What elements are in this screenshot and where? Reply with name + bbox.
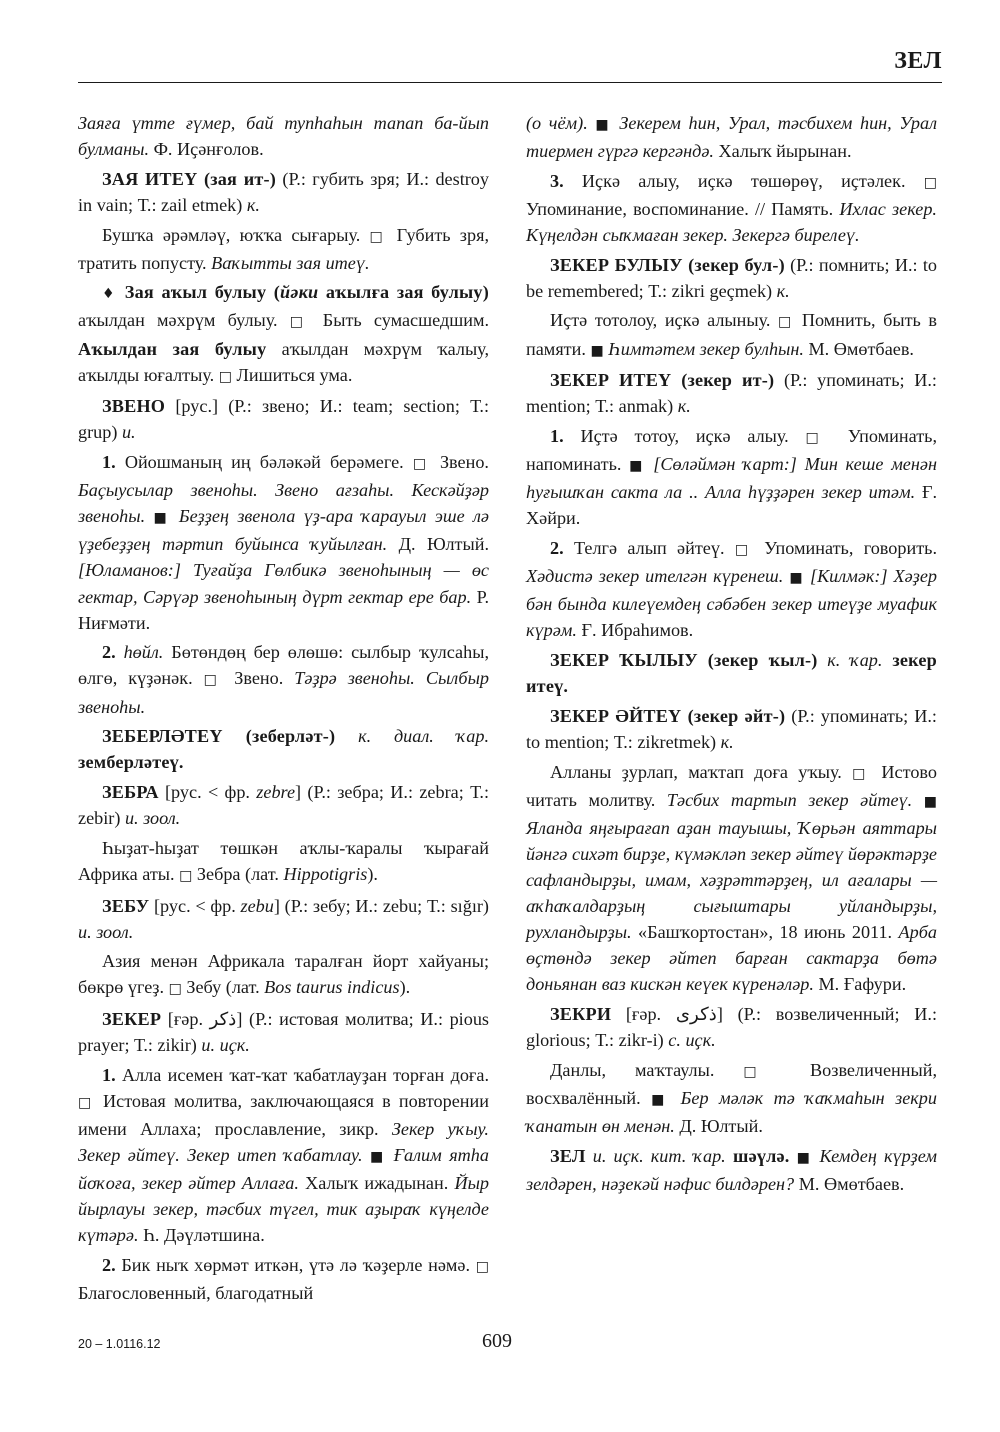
entry-zekri: ЗЕКРИ [ғәр. ذكرى] (Р.: возвеличенный; И.: glorious; Т.: zikr-i) с. иҫк. <box>526 1003 937 1051</box>
left-column <box>78 110 489 1310</box>
sense-1: 1. Ойошманың иң бәләкәй берәмеге. □ Звено. Баҫыусылар звеноһы. Звено ағзаһы. Кескәйҙәр звеноһы. ■ Беҙҙең звенола үҙ-ара ҡарауыл эше лә үҙебеҙҙең тәртип буйынса ҡуйылған. Д. Юлтый. [Юламанов:] Туғайҙа Гөлбикә звеноһының — өс гектар, Сәрүәр звеноһының дүрт гектар ере бар. Р. Ниғмәти. <box>78 452 489 633</box>
square-icon: □ <box>412 456 431 473</box>
entry-zeker: ЗЕКЕР [ғәр. ذكر] (Р.: истовая молитва; И.: pious prayer; Т.: zikir) и. иҫк. <box>78 1009 489 1056</box>
headword: ЗЕКЕР <box>102 1009 162 1030</box>
black-square-icon: ■ <box>595 117 612 133</box>
square-icon: □ <box>778 314 795 331</box>
headword: ЗЕКЕР ИТЕҮ (зекер ит-) <box>550 370 775 391</box>
black-square-icon: ■ <box>590 342 604 359</box>
entry-zaya-iteu: ЗАЯ ИТЕҮ (зая ит-) (Р.: губить зря; И.: destroy in vain; Т.: zail etmek) к. <box>78 168 489 215</box>
black-square-icon: ■ <box>629 458 646 475</box>
arabic-etymon: ذكر <box>209 1009 237 1030</box>
entry-zel: ЗЕЛ и. иҫк. кит. ҡар. шәүлә. ■ Кемдең күрҙем зелдәрен, нәҙекәй нәфис билдәрен? М. Өмөтбаев. <box>526 1145 938 1194</box>
headword: ЗЕБУ <box>102 895 150 916</box>
square-icon: □ <box>734 541 754 558</box>
diamond-icon: ♦ <box>102 286 118 303</box>
header-rule <box>78 82 942 83</box>
sense-1: 1. Алла исемен ҡат-ҡат ҡабатлауҙан торған доға. □ Истовая молитва, заключающаяся в повторении имени Аллаха; прославление, зикр. Зекер уҡыу. Зекер әйтеү. Зекер итеп ҡабатлау. ■ Ғалим ятһа йоҡоға, зекер әйтер Аллаға. Халыҡ ижадынан. Йыр йырлауы зекер, тәсбих түгел, тик аҙыраҡ күңелде күтәрә. Һ. Дәүләтшина. <box>78 1064 489 1246</box>
entry-zebra: ЗЕБРА [рус. < фр. zebre] (Р.: зебра; И.: zebra; Т.: zebir) и. зоол. <box>78 782 489 829</box>
square-icon: □ <box>743 1063 782 1080</box>
square-icon: □ <box>805 430 832 446</box>
square-icon: □ <box>289 314 311 331</box>
black-square-icon: ■ <box>153 510 171 527</box>
square-icon: □ <box>923 174 937 191</box>
square-icon: □ <box>168 981 182 998</box>
definition: Данлы, маҡтаулы. □ Возвеличенный, восхвалённый. ■ Бер мәләк тә ҡаҡмаһын зекри ҡанатын өн менән. Д. Юлтый. <box>526 1059 937 1136</box>
definition: Һыҙат-һыҙат төшкән аҡлы-ҡаралы ҡырағай Африка аты. □ Зебра (лат. Hippotigris). <box>78 837 489 884</box>
sense-2: 2. Бик ныҡ хөрмәт иткән, үтә лә ҡәҙерле нәмә. □ Благословенный, благодатный <box>78 1255 489 1304</box>
arabic-etymon: ذكرى <box>675 1003 717 1024</box>
headword: ЗАЯ ИТЕҮ (зая ит-) <box>102 168 277 189</box>
definition: Алланы ҙурлап, маҡтап доға уҡыу. □ Истово читать молитву. Тәсбих тартып зекер әйтеү. ■ Яланда яңғырағап аҙан тауышы, Ҡөрьән аяттары йәнгә сихәт бирҙе, күмәкләп зекер әйтеү йөрәктәрҙе сафландырҙы, имам, хәҙрәттәрҙең, ил ағалары — аҡһаҡалдарҙың сығыштары уйландырҙы, рухландырҙы. «Башҡортостан», 18 июнь 2011. Арба өҫтөндә зекер әйтеп барған сактарҙа бөтә доньянан ваз кискән кеүек күренәләр. М. Ғафури. <box>526 761 937 995</box>
headword: ЗЕКЕР ҠЫЛЫУ (зекер ҡыл-) <box>550 649 818 670</box>
continuation: (о чём). ■ Зекерем һин, Урал, тәсбихем һин, Урал тиермен гүргә кергәндә. Халыҡ йырынан. <box>526 113 937 162</box>
entry-zveno: ЗВЕНО [рус.] (Р.: звено; И.: team; section; Т.: grup) и. <box>78 396 489 443</box>
sense-1: 1. Иҫтә тотоу, иҫкә алыу. □ Упоминать, напоминать. ■ [Сөләймән ҡарт:] Мин кеше менән һуғышҡан сакта ла .. Алла һүҙҙәрен зекер итәм. Ғ. Хәйри. <box>526 426 938 529</box>
black-square-icon: ■ <box>923 793 937 810</box>
sense-3: 3. Иҫкә алыу, иҫкә төшөрөү, иҫтәлек. □ Упоминание, воспоминание. // Память. Ихлас зекер. Күңелдән сыҡмаған зекер. Зекергә бирелеү. <box>526 170 937 245</box>
black-square-icon: ■ <box>796 1149 813 1166</box>
entry-zeker-iteu: ЗЕКЕР ИТЕҮ (зекер ит-) (Р.: упоминать; И.: mention; Т.: anmak) к. <box>526 370 937 417</box>
square-icon: □ <box>475 1259 489 1276</box>
black-square-icon: ■ <box>789 570 805 587</box>
page-number: 609 <box>482 1330 512 1352</box>
square-icon: □ <box>852 765 872 782</box>
idiom: ♦ Зая аҡыл булыу (йәки аҡылға зая булыу) аҡылдан мәхрүм булыу. □ Быть сумасшедшим. Аҡылдан зая булыу аҡылдан мәхрүм ҡалыу, аҡылды юғалтыу. □ Лишиться ума. <box>78 282 489 385</box>
black-square-icon: ■ <box>651 1091 671 1108</box>
entry-zeker-qylyu: ЗЕКЕР ҠЫЛЫУ (зекер ҡыл-) к. ҡар. зекер итеү. <box>526 649 937 697</box>
signature-code: 20 – 1.0116.12 <box>78 1337 161 1351</box>
sense-2: 2. һөйл. Бөтөндөң бер өлөшө: сылбыр ҡулсаһы, өлгө, күҙәнәк. □ Звено. Тәҙрә звеноһы. Сылбыр звеноһы. <box>78 642 489 717</box>
headword: ЗВЕНО <box>102 396 166 417</box>
headword: ЗЕКЕР ӘЙТЕҮ (зекер әйт-) <box>550 705 786 726</box>
headword: ЗЕКЕР БУЛЫУ (зекер бул-) <box>550 254 785 275</box>
square-icon: □ <box>369 228 388 245</box>
headword: ЗЕКРИ <box>550 1003 612 1024</box>
entry-zeker-bulyu: ЗЕКЕР БУЛЫУ (зекер бул-) (Р.: помнить; И.: to be remembered; Т.: zikri geçmek) к. <box>526 254 937 301</box>
entry-zebu: ЗЕБУ [рус. < фр. zebu] (Р.: зебу; И.: zebu; Т.: sığır) и. зоол. <box>78 895 489 942</box>
headword: ЗЕБРА <box>102 782 159 802</box>
square-icon: □ <box>78 1095 95 1111</box>
right-column <box>526 110 937 1200</box>
entry-citation: Заяға үтте ғүмер, бай тупһаһын тапап ба-йып булманы. Ф. Иҫәнғолов. <box>78 113 489 160</box>
definition: Иҫтә тотолоу, иҫкә алыныу. □ Помнить, быть в памяти. ■ Һимməтем зекер булһын. М. Өмөтбаев. <box>526 310 938 359</box>
headword: ЗЕЛ <box>550 1145 586 1166</box>
square-icon: □ <box>203 672 224 689</box>
black-square-icon: ■ <box>370 1149 387 1166</box>
entry-zeberlateu: ЗЕБЕРЛӘТЕҮ (зеберләт-) к. диал. ҡар. земберләтеү. <box>78 726 490 773</box>
definition: Бушҡа әрәмләү, юҡҡа сығарыу. □ Губить зря, тратить попусту. Ваҡытты зая итеү. <box>78 224 489 273</box>
running-head: ЗЕЛ <box>894 48 942 74</box>
headword: ЗЕБЕРЛӘТЕҮ (зеберләт-) <box>102 726 336 747</box>
square-icon: □ <box>218 368 232 385</box>
definition: Азия менән Африкала таралған йорт хайуаны; бөкрө үгеҙ. □ Зебу (лат. Bos taurus indicus). <box>78 951 489 998</box>
square-icon: □ <box>179 867 193 884</box>
sense-2: 2. Телгә алып әйтеү. □ Упоминать, говорить. Хәдистә зекер ителгән күренеш. ■ [Килмәк:] Хәҙер бән бында килеүемдең сәбәбен зекер итеүҙе муафик күрәм. Ғ. Ибраһимов. <box>526 537 937 641</box>
entry-zeker-aiteu: ЗЕКЕР ӘЙТЕҮ (зекер әйт-) (Р.: упоминать; И.: to mention; Т.: zikretmek) к. <box>526 705 937 752</box>
